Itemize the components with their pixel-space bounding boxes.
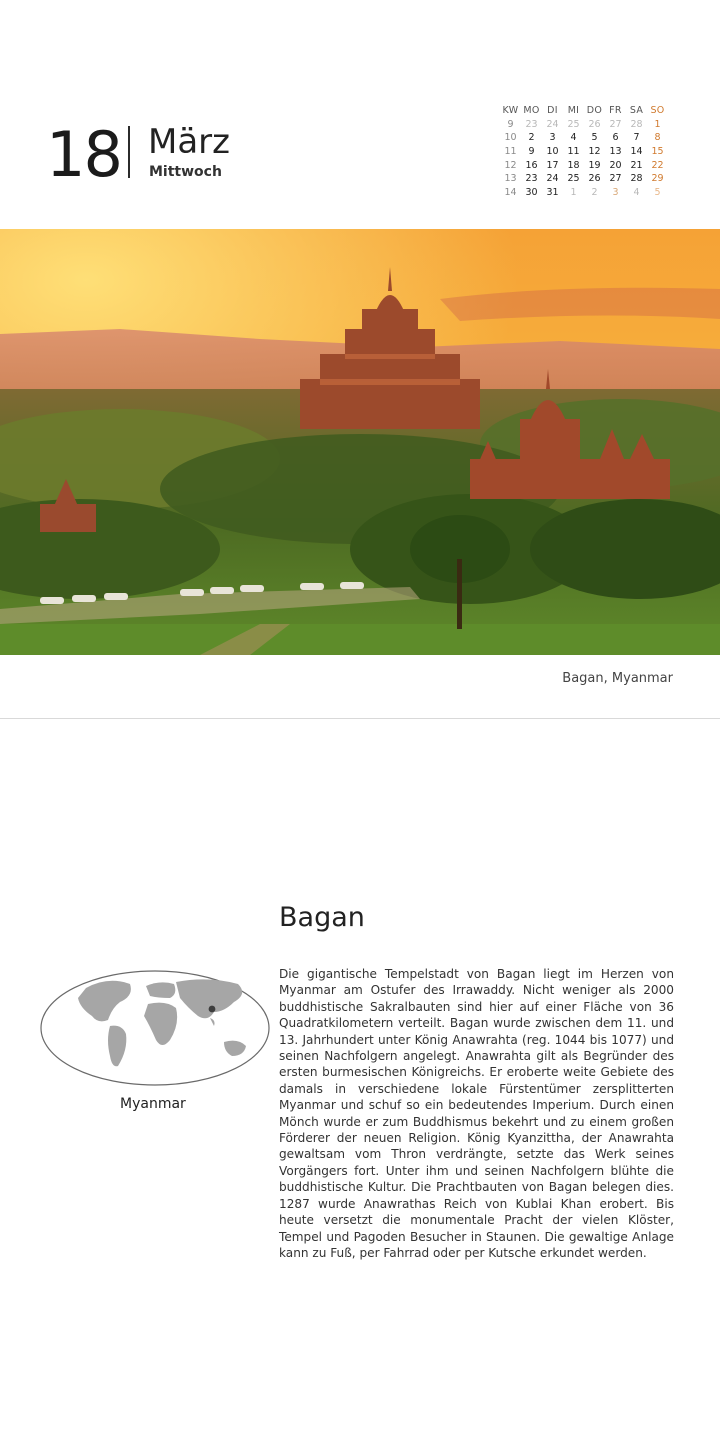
week-number: 12 (504, 159, 517, 171)
calendar-day: 4 (570, 132, 577, 144)
calendar-day: 25 (567, 118, 580, 130)
calendar-day: 25 (567, 173, 580, 185)
week-number: 14 (504, 186, 517, 198)
calendar-day: 29 (651, 173, 664, 185)
week-number: 9 (507, 118, 514, 130)
calendar-day: 3 (612, 186, 619, 198)
calendar-day: 1 (654, 118, 661, 130)
calendar-day: 12 (588, 146, 601, 158)
calendar-day: 2 (528, 132, 535, 144)
mini-calendar-header: DI (547, 105, 558, 117)
mini-calendar-header: SA (629, 105, 644, 117)
week-number: 13 (504, 173, 517, 185)
mini-calendar-week (500, 158, 668, 172)
mini-calendar-week (500, 186, 668, 200)
week-number: 11 (504, 146, 517, 158)
calendar-day: 26 (588, 118, 601, 130)
calendar-day: 1 (570, 186, 577, 198)
calendar-day: 26 (588, 173, 601, 185)
weekday-name: Mittwoch (149, 164, 222, 180)
calendar-day: 24 (546, 173, 559, 185)
calendar-day: 27 (609, 118, 622, 130)
bagan-photo (0, 229, 720, 655)
calendar-day: 17 (546, 159, 559, 171)
calendar-day: 9 (528, 146, 535, 158)
calendar-day: 14 (630, 146, 643, 158)
calendar-day: 23 (525, 173, 538, 185)
calendar-day: 20 (609, 159, 622, 171)
calendar-day: 24 (546, 118, 559, 130)
calendar-day: 30 (525, 186, 538, 198)
photo-caption: Bagan, Myanmar (562, 671, 673, 686)
calendar-day: 23 (525, 118, 538, 130)
calendar-day: 28 (630, 173, 643, 185)
calendar-day: 10 (546, 146, 559, 158)
calendar-day: 5 (654, 186, 661, 198)
calendar-day: 6 (612, 132, 619, 144)
calendar-day: 27 (609, 173, 622, 185)
calendar-day: 13 (609, 146, 622, 158)
mini-calendar-header: MO (523, 105, 540, 117)
page-divider (0, 718, 720, 719)
mini-calendar-header: KW (502, 105, 519, 117)
calendar-day: 4 (633, 186, 640, 198)
calendar-day: 28 (630, 118, 643, 130)
calendar-day: 3 (549, 132, 556, 144)
calendar-day: 21 (630, 159, 643, 171)
mini-calendar-week (500, 131, 668, 145)
map-label: Myanmar (120, 1096, 186, 1112)
calendar-day: 8 (654, 132, 661, 144)
calendar-day: 5 (591, 132, 598, 144)
mini-calendar-week (500, 145, 668, 159)
mini-calendar-header: MI (567, 105, 580, 117)
week-number: 10 (504, 132, 517, 144)
calendar-header (0, 0, 720, 228)
calendar-day: 31 (546, 186, 559, 198)
mini-calendar-header: FR (609, 105, 622, 117)
day-number: 18 (46, 118, 121, 191)
world-map-icon (38, 968, 272, 1088)
calendar-day: 15 (651, 146, 664, 158)
mini-calendar-header-row (500, 104, 668, 118)
article-body: Die gigantische Tempelstadt von Bagan liegt im Herzen von Myanmar am Ostufer des Irrawaddy. Nicht weniger als 2000 buddhistische Sakralbauten sind hier auf einer Fläche von 36 Quadratkilometern verteilt. Bagan wurde zwischen dem 11. und 13. Jahrhundert unter König Anawrahta (reg. 1044 bis 1077) und seinen Nachfolgern angelegt. Anawrahta gilt als Begründer des ersten burmesischen Königreichs. Er eroberte weite Gebiete des damals in verschiedene lokale Fürstentümer zersplitterten Myanmar und schuf so ein bedeutendes Imperium. Durch einen Mönch wurde er zum Buddhismus bekehrt und zu einem großen Förderer der neuen Religion. König Kyanzittha, der Anawrahta gewaltsam vom Thron verdrängte, setzte das Werk seines Vorgängers fort. Unter ihm und seinen Nachfolgern blühte die buddhistische Kultur. Die Prachtbauten von Bagan belegen dies. 1287 wurde Anawrathas Reich von Kublai Khan erobert. Bis heute versetzt die monumentale Pracht der vielen Klöster, Tempel und Pagoden Besucher in Staunen. Die gewaltige Anlage kann zu Fuß, per Fahrrad oder per Kutsche erkundet werden. (279, 967, 674, 1260)
calendar-day: 19 (588, 159, 601, 171)
date-divider (128, 126, 130, 178)
calendar-day: 11 (567, 146, 580, 158)
article-title: Bagan (279, 902, 365, 933)
mini-calendar-week (500, 172, 668, 186)
month-name: März (148, 122, 230, 162)
mini-calendar (500, 104, 668, 199)
calendar-day: 22 (651, 159, 664, 171)
calendar-day: 18 (567, 159, 580, 171)
mini-calendar-header: SO (650, 105, 665, 117)
calendar-day: 2 (591, 186, 598, 198)
mini-calendar-week (500, 118, 668, 132)
calendar-day: 16 (525, 159, 538, 171)
calendar-day: 7 (633, 132, 640, 144)
mini-calendar-header: DO (586, 105, 603, 117)
